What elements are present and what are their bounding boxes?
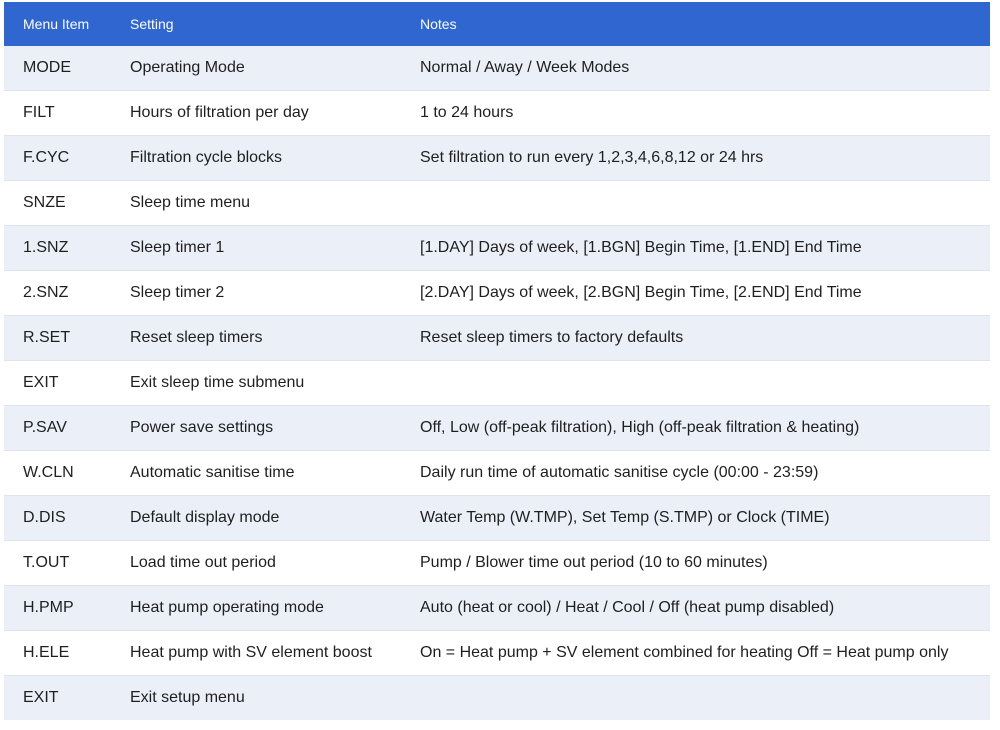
- cell-menu-item: SNZE: [4, 181, 130, 226]
- header-menu-item: Menu Item: [23, 16, 90, 32]
- cell-notes: [420, 181, 990, 226]
- cell-menu-item: FILT: [4, 91, 130, 136]
- cell-setting: Sleep timer 2: [130, 271, 420, 316]
- cell-menu-item: H.ELE: [4, 631, 130, 676]
- cell-notes: Auto (heat or cool) / Heat / Cool / Off (heat pump disabled): [420, 586, 990, 631]
- cell-setting: Operating Mode: [130, 46, 420, 91]
- cell-notes: [2.DAY] Days of week, [2.BGN] Begin Time, [2.END] End Time: [420, 271, 990, 316]
- cell-notes: Normal / Away / Week Modes: [420, 46, 990, 91]
- cell-notes: [1.DAY] Days of week, [1.BGN] Begin Time, [1.END] End Time: [420, 226, 990, 271]
- table-row: [4, 496, 990, 541]
- cell-menu-item: H.PMP: [4, 586, 130, 631]
- header-setting: Setting: [130, 16, 174, 32]
- cell-menu-item: MODE: [4, 46, 130, 91]
- settings-table: [4, 2, 990, 720]
- table-row: [4, 316, 990, 361]
- table-row: [4, 631, 990, 676]
- cell-notes: Pump / Blower time out period (10 to 60 minutes): [420, 541, 990, 586]
- table-row: [4, 676, 990, 721]
- cell-notes: 1 to 24 hours: [420, 91, 990, 136]
- header-notes: Notes: [420, 16, 457, 32]
- cell-setting: Sleep time menu: [130, 181, 420, 226]
- cell-menu-item: EXIT: [23, 689, 59, 706]
- cell-menu-item: W.CLN: [4, 451, 130, 496]
- cell-menu-item: 1.SNZ: [4, 226, 130, 271]
- cell-setting: Hours of filtration per day: [130, 91, 420, 136]
- cell-setting: Automatic sanitise time: [130, 451, 420, 496]
- cell-menu-item: R.SET: [4, 316, 130, 361]
- cell-setting: Exit setup menu: [130, 689, 245, 706]
- cell-setting: Load time out period: [130, 541, 420, 586]
- cell-setting: Sleep timer 1: [130, 226, 420, 271]
- table-header-row: [4, 2, 990, 46]
- cell-setting: Heat pump operating mode: [130, 586, 420, 631]
- cell-notes: Set filtration to run every 1,2,3,4,6,8,12 or 24 hrs: [420, 136, 990, 181]
- cell-notes: On = Heat pump + SV element combined for heating Off = Heat pump only: [420, 631, 990, 676]
- cell-setting: Default display mode: [130, 496, 420, 541]
- table-row: [4, 46, 990, 91]
- cell-notes: [420, 676, 990, 721]
- settings-table-container: [4, 2, 990, 720]
- cell-setting: Power save settings: [130, 406, 420, 451]
- table-row: [4, 586, 990, 631]
- cell-setting: Heat pump with SV element boost: [130, 631, 420, 676]
- cell-setting: Reset sleep timers: [130, 316, 420, 361]
- cell-notes: Reset sleep timers to factory defaults: [420, 316, 990, 361]
- table-row: [4, 406, 990, 451]
- table-row: [4, 541, 990, 586]
- cell-setting: Exit sleep time submenu: [130, 361, 420, 406]
- table-row: [4, 91, 990, 136]
- cell-menu-item: 2.SNZ: [4, 271, 130, 316]
- table-row: [4, 271, 990, 316]
- cell-setting: Filtration cycle blocks: [130, 136, 420, 181]
- table-row: [4, 361, 990, 406]
- table-row: [4, 181, 990, 226]
- cell-notes: Water Temp (W.TMP), Set Temp (S.TMP) or Clock (TIME): [420, 496, 990, 541]
- cell-notes: [420, 361, 990, 406]
- cell-menu-item: EXIT: [4, 361, 130, 406]
- cell-notes: Off, Low (off-peak filtration), High (off-peak filtration & heating): [420, 406, 990, 451]
- cell-notes: Daily run time of automatic sanitise cycle (00:00 - 23:59): [420, 451, 990, 496]
- cell-menu-item: P.SAV: [4, 406, 130, 451]
- table-row: [4, 226, 990, 271]
- cell-menu-item: D.DIS: [4, 496, 130, 541]
- table-row: [4, 136, 990, 181]
- table-row: [4, 451, 990, 496]
- cell-menu-item: T.OUT: [4, 541, 130, 586]
- cell-menu-item: F.CYC: [4, 136, 130, 181]
